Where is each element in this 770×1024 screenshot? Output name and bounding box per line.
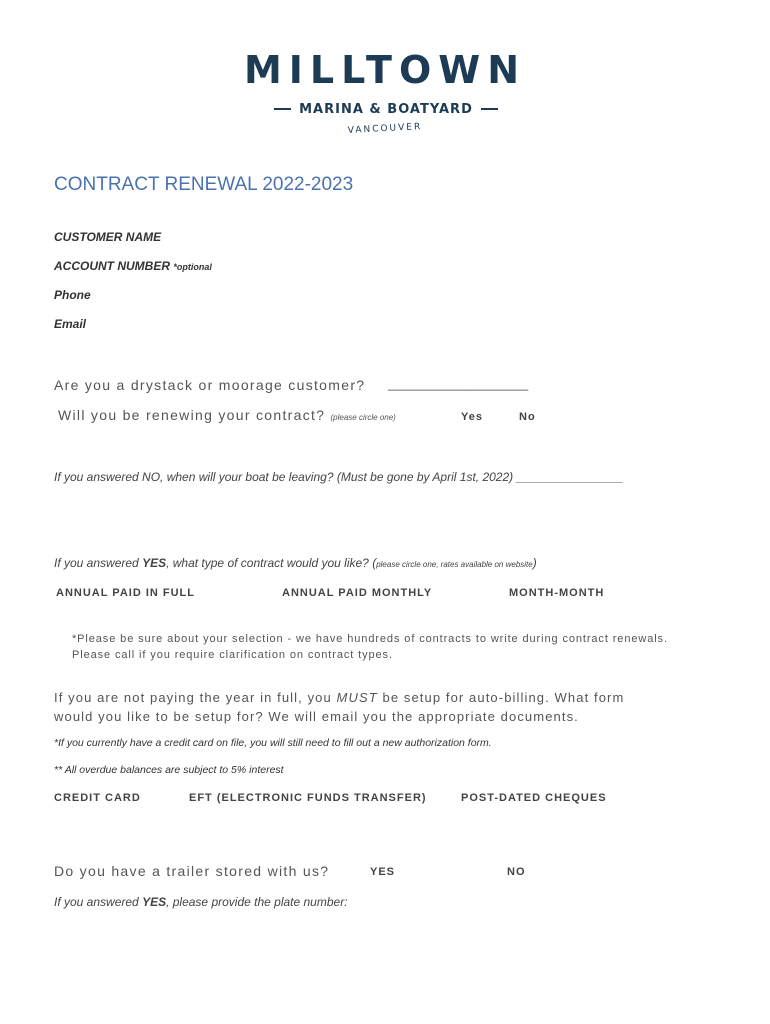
contract-type-text: , what type of contract would you like? ( — [166, 556, 377, 570]
billing-paragraph — [54, 688, 654, 726]
renew-no-option[interactable]: No — [519, 411, 536, 423]
payment-option-eft[interactable]: EFT (ELECTRONIC FUNDS TRANSFER) — [189, 792, 427, 804]
customer-name-label: CUSTOMER NAME — [54, 230, 162, 244]
contract-type-hint: please circle one, rates available on website — [376, 560, 533, 569]
billing-text-before: If you are not paying the year in full, you — [54, 690, 337, 705]
logo-city: VANCOUVER — [347, 122, 423, 136]
logo-wordmark: MILLTOWN — [243, 48, 527, 92]
form-title: CONTRACT RENEWAL 2022-2023 — [54, 174, 354, 195]
payment-option-credit-card[interactable]: CREDIT CARD — [54, 792, 141, 804]
plate-number-text: , please provide the plate number: — [166, 895, 348, 909]
drystack-moorage-question: Are you a drystack or moorage customer? — [54, 377, 366, 393]
interest-note: ** All overdue balances are subject to 5% interest — [54, 764, 284, 776]
trailer-no-option[interactable]: NO — [507, 866, 526, 878]
plate-number-yes-emphasis: YES — [142, 895, 167, 909]
leaving-date-answer-line[interactable]: ________________ — [516, 470, 624, 484]
contract-option-month-month[interactable]: MONTH-MONTH — [509, 587, 605, 599]
renewing-question — [58, 407, 396, 423]
contract-type-question — [54, 556, 714, 570]
billing-text-after: be setup for auto-billing. What form would you like to be setup for? We will email you the appropriate documents. — [54, 690, 625, 724]
drystack-moorage-answer-line[interactable]: _____________________ — [388, 377, 529, 391]
plate-number-prefix: If you answered — [54, 895, 143, 909]
renewing-question-text: Will you be renewing your contract? — [58, 407, 326, 423]
account-number-label — [54, 259, 212, 273]
email-label: Email — [54, 317, 87, 331]
logo-subtitle-row — [274, 100, 498, 118]
phone-label: Phone — [54, 288, 91, 302]
renewing-question-hint: (please circle one) — [330, 413, 396, 422]
contract-option-annual-full[interactable]: ANNUAL PAID IN FULL — [56, 587, 195, 599]
logo-rule-left — [274, 108, 291, 110]
billing-must-emphasis: MUST — [336, 690, 378, 705]
credit-card-note: *If you currently have a credit card on file, you will still need to fill out a new authorization form. — [54, 737, 492, 749]
logo-rule-right — [481, 108, 498, 110]
contract-type-yes-emphasis: YES — [142, 556, 167, 570]
payment-option-post-dated-cheques[interactable]: POST-DATED CHEQUES — [461, 792, 607, 804]
account-number-optional-note: *optional — [173, 262, 212, 272]
renew-yes-option[interactable]: Yes — [461, 411, 483, 423]
plate-number-question — [54, 895, 348, 909]
leaving-date-question — [54, 470, 694, 484]
account-number-text: ACCOUNT NUMBER — [54, 259, 170, 273]
leaving-date-question-text: If you answered NO, when will your boat be leaving? (Must be gone by April 1st, 2022) — [54, 470, 514, 484]
trailer-yes-option[interactable]: YES — [370, 866, 396, 878]
contract-type-prefix: If you answered — [54, 556, 143, 570]
logo-subtitle: MARINA & BOATYARD — [299, 101, 473, 117]
contract-option-annual-monthly[interactable]: ANNUAL PAID MONTHLY — [282, 587, 433, 599]
contract-type-suffix: ) — [532, 556, 537, 570]
trailer-question: Do you have a trailer stored with us? — [54, 863, 330, 879]
selection-note: *Please be sure about your selection - we have hundreds of contracts to write during contract renewals. Please call if you require clarification on contract types. — [72, 633, 668, 661]
